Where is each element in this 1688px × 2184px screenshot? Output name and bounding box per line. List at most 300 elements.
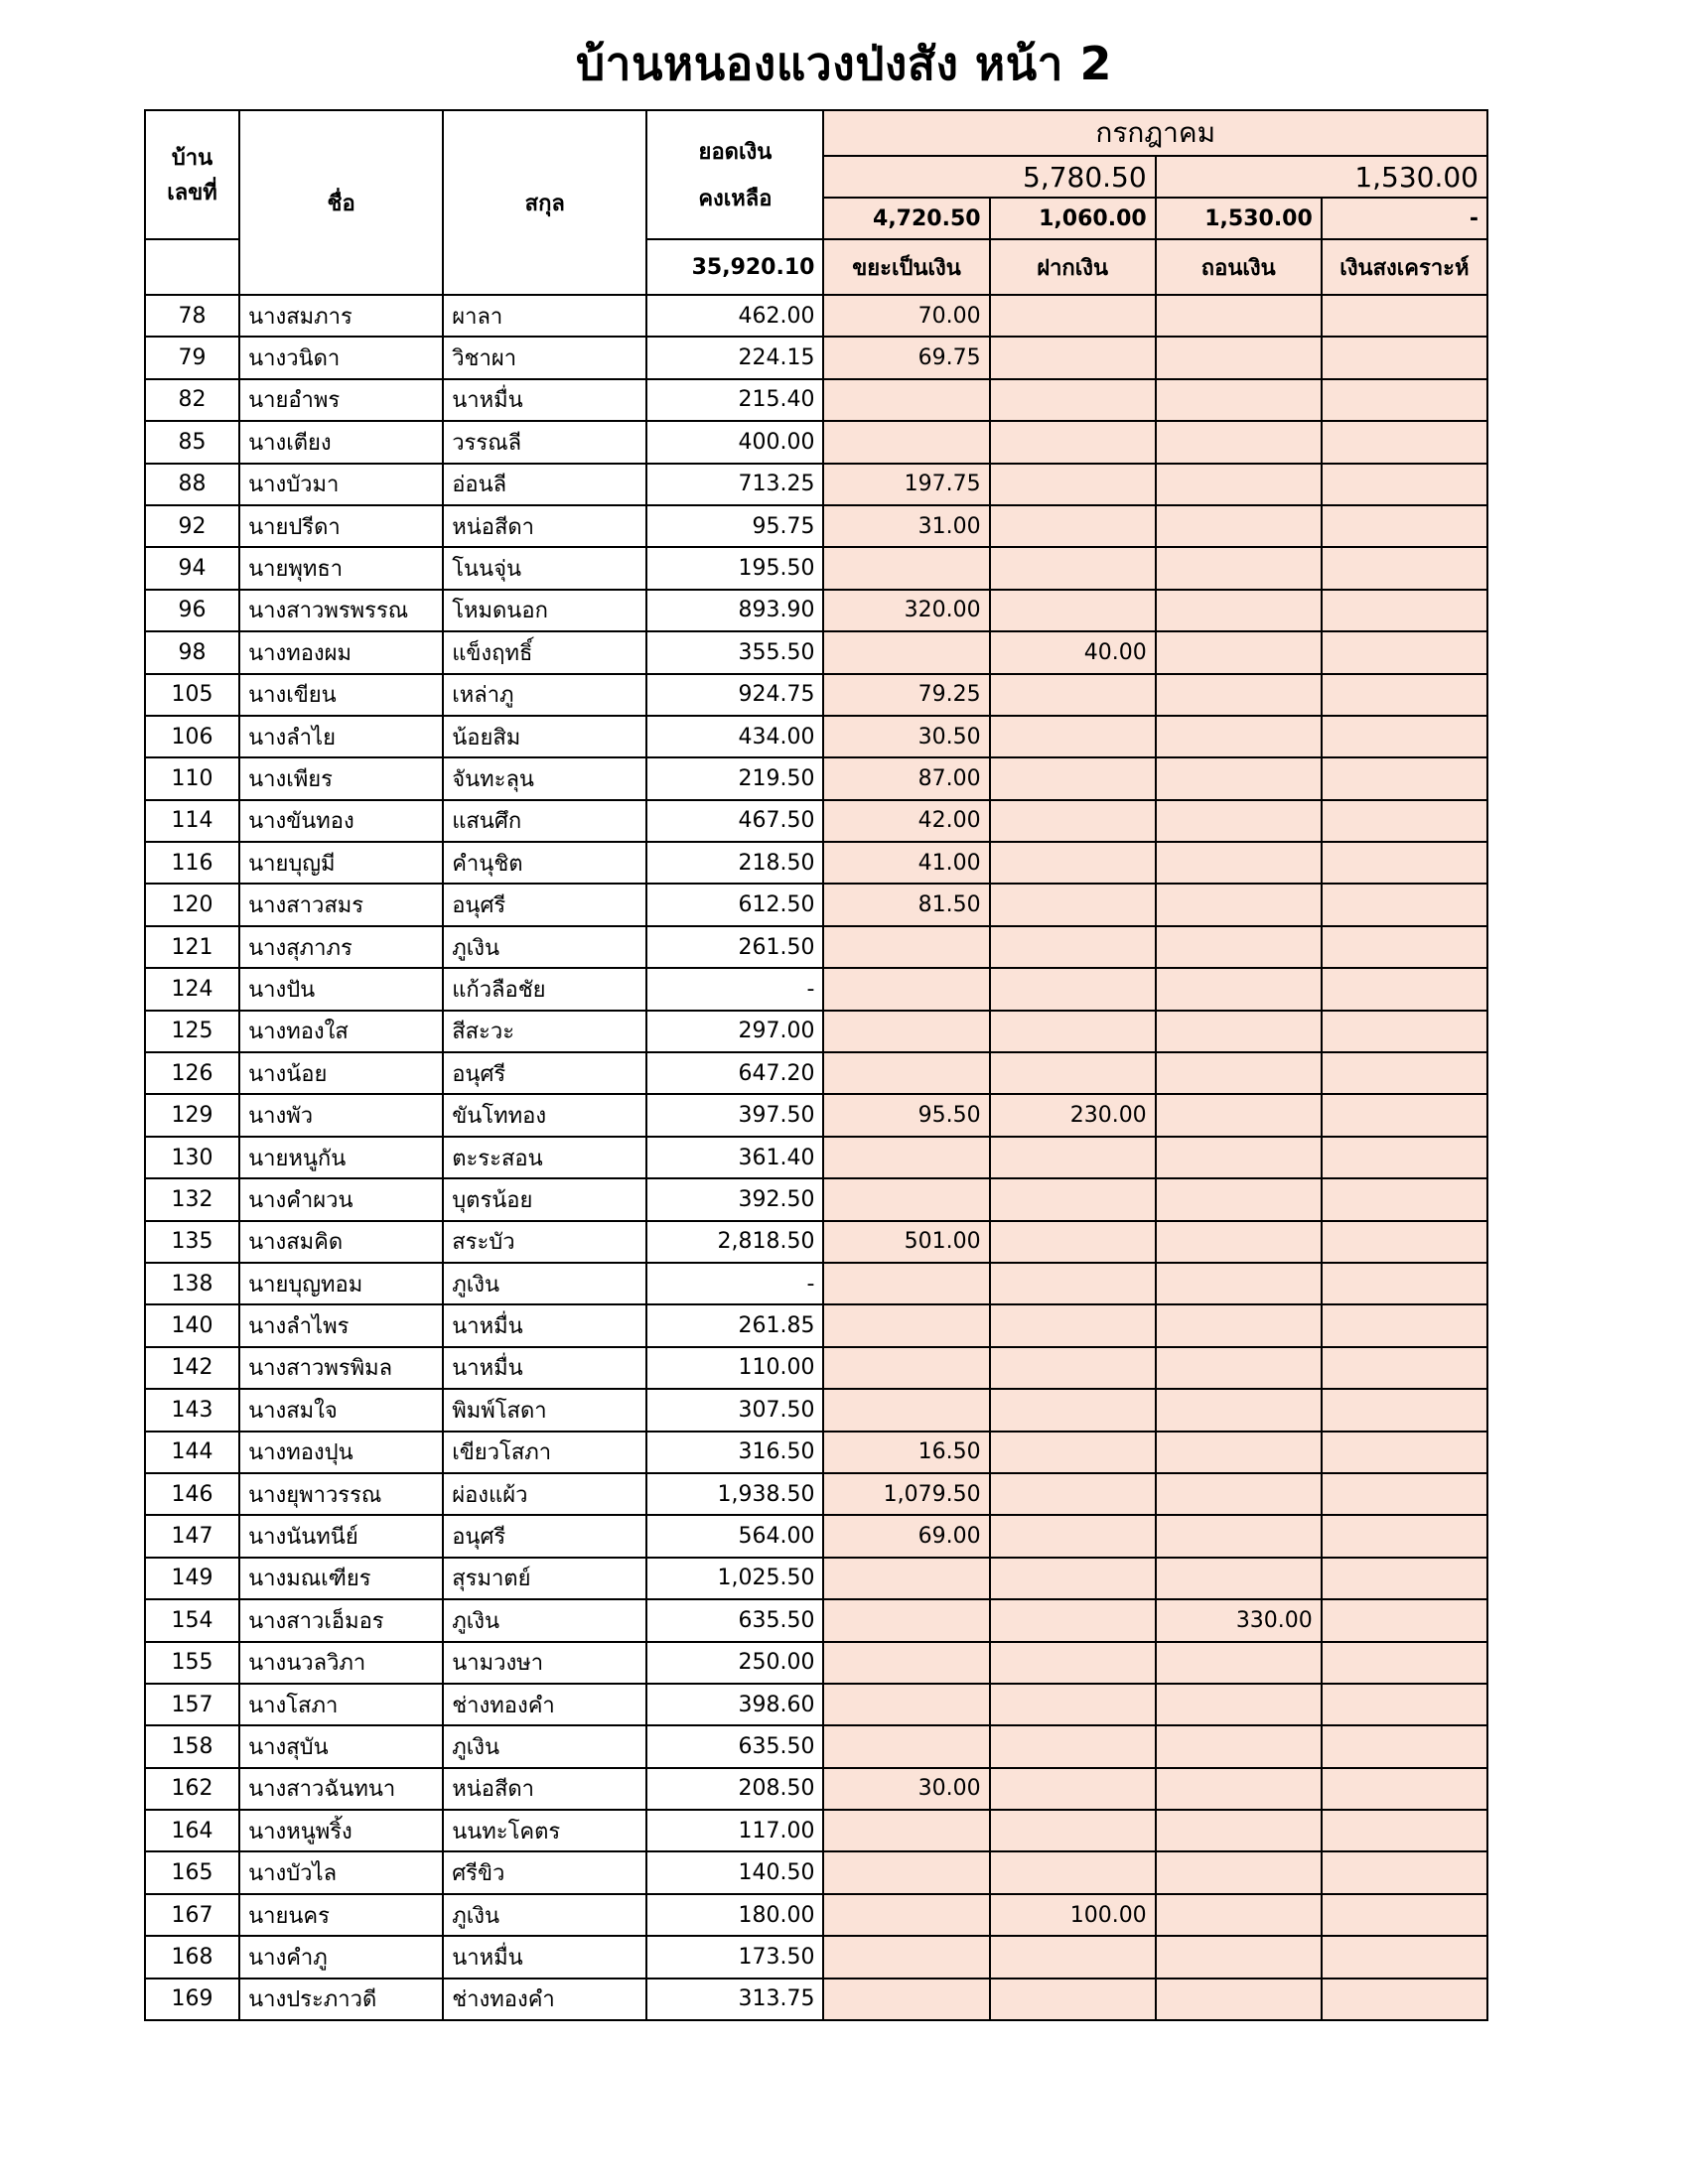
cell-withdraw [1156, 1178, 1322, 1220]
cell-withdraw [1156, 295, 1322, 337]
cell-first-name: นางเขียน [239, 674, 443, 716]
cell-deposit [990, 590, 1156, 631]
table-row [145, 1810, 1487, 1851]
cell-balance: 612.50 [646, 884, 823, 925]
table-row [145, 842, 1487, 884]
cell-deposit [990, 1304, 1156, 1346]
cell-waste [823, 1052, 989, 1094]
cell-balance: 218.50 [646, 842, 823, 884]
cell-welfare [1322, 1979, 1487, 2020]
cell-welfare [1322, 1304, 1487, 1346]
cell-last-name: หน่อสีดา [443, 505, 646, 547]
table-row [145, 1642, 1487, 1684]
header-col-deposit: ฝากเงิน [990, 239, 1156, 295]
cell-balance: 195.50 [646, 547, 823, 589]
cell-withdraw [1156, 464, 1322, 505]
cell-last-name: พิมพ์โสดา [443, 1389, 646, 1431]
cell-first-name: นางสาวสมร [239, 884, 443, 925]
cell-first-name: นางขันทอง [239, 800, 443, 842]
header-sum-left: 5,780.50 [823, 156, 1155, 198]
page-title: บ้านหนองแวงป่งสัง หน้า 2 [575, 37, 1113, 90]
cell-waste: 30.50 [823, 716, 989, 757]
cell-deposit [990, 1011, 1156, 1052]
table-row [145, 1178, 1487, 1220]
cell-waste: 42.00 [823, 800, 989, 842]
header-subtotal-waste: 4,720.50 [823, 198, 989, 239]
cell-balance: 250.00 [646, 1642, 823, 1684]
cell-deposit: 230.00 [990, 1094, 1156, 1136]
cell-welfare [1322, 757, 1487, 799]
cell-welfare [1322, 295, 1487, 337]
cell-deposit [990, 800, 1156, 842]
cell-deposit [990, 1768, 1156, 1810]
cell-waste [823, 1684, 989, 1725]
cell-first-name: นางสาวพรพรรณ [239, 590, 443, 631]
cell-balance: 1,938.50 [646, 1473, 823, 1515]
table-row [145, 1432, 1487, 1473]
cell-house-no: 105 [145, 674, 239, 716]
table-row [145, 1263, 1487, 1304]
cell-house-no: 79 [145, 337, 239, 378]
cell-balance: 462.00 [646, 295, 823, 337]
table-row [145, 631, 1487, 673]
cell-house-no: 110 [145, 757, 239, 799]
table-row [145, 379, 1487, 421]
cell-house-no: 130 [145, 1137, 239, 1178]
cell-waste [823, 379, 989, 421]
cell-waste: 501.00 [823, 1221, 989, 1263]
cell-balance: 307.50 [646, 1389, 823, 1431]
cell-house-no: 96 [145, 590, 239, 631]
table-row [145, 337, 1487, 378]
cell-deposit [990, 1599, 1156, 1641]
cell-first-name: นางลำไย [239, 716, 443, 757]
cell-first-name: นายพุทธา [239, 547, 443, 589]
cell-withdraw: 330.00 [1156, 1599, 1322, 1641]
cell-last-name: สีสะวะ [443, 1011, 646, 1052]
cell-deposit [990, 1221, 1156, 1263]
cell-deposit [990, 884, 1156, 925]
cell-balance: 140.50 [646, 1851, 823, 1893]
cell-balance: 893.90 [646, 590, 823, 631]
cell-welfare [1322, 1473, 1487, 1515]
cell-withdraw [1156, 1515, 1322, 1557]
cell-withdraw [1156, 1851, 1322, 1893]
cell-house-no: 168 [145, 1936, 239, 1978]
cell-deposit [990, 716, 1156, 757]
cell-deposit: 40.00 [990, 631, 1156, 673]
cell-first-name: นางสุบัน [239, 1725, 443, 1767]
cell-first-name: นายอำพร [239, 379, 443, 421]
header-col-waste: ขยะเป็นเงิน [823, 239, 989, 295]
header-subtotal-welfare: - [1322, 198, 1487, 239]
header-house-no-line2: เลขที่ [167, 181, 217, 205]
table-row [145, 464, 1487, 505]
cell-withdraw [1156, 968, 1322, 1010]
cell-last-name: เหล่าภู [443, 674, 646, 716]
cell-house-no: 138 [145, 1263, 239, 1304]
cell-welfare [1322, 1936, 1487, 1978]
cell-house-no: 121 [145, 926, 239, 968]
cell-last-name: วรรณลี [443, 421, 646, 463]
cell-deposit [990, 1347, 1156, 1389]
cell-first-name: นางสาวพรพิมล [239, 1347, 443, 1389]
table-row [145, 1979, 1487, 2020]
cell-first-name: นางหนูพริ้ง [239, 1810, 443, 1851]
cell-withdraw [1156, 1432, 1322, 1473]
cell-withdraw [1156, 1389, 1322, 1431]
cell-first-name: นางสาวเอ็มอร [239, 1599, 443, 1641]
cell-house-no: 167 [145, 1894, 239, 1936]
cell-welfare [1322, 842, 1487, 884]
cell-welfare [1322, 1389, 1487, 1431]
table-row [145, 757, 1487, 799]
cell-first-name: นางนันทนีย์ [239, 1515, 443, 1557]
cell-waste [823, 1263, 989, 1304]
cell-welfare [1322, 1347, 1487, 1389]
table-row [145, 1221, 1487, 1263]
cell-first-name: นางยุพาวรรณ [239, 1473, 443, 1515]
cell-withdraw [1156, 757, 1322, 799]
cell-welfare [1322, 1178, 1487, 1220]
cell-waste: 31.00 [823, 505, 989, 547]
cell-last-name: นามวงษา [443, 1642, 646, 1684]
cell-welfare [1322, 1725, 1487, 1767]
cell-withdraw [1156, 547, 1322, 589]
cell-welfare [1322, 674, 1487, 716]
cell-deposit [990, 1137, 1156, 1178]
table-row [145, 1473, 1487, 1515]
cell-withdraw [1156, 505, 1322, 547]
cell-waste [823, 1851, 989, 1893]
table-row [145, 1599, 1487, 1641]
table-row [145, 1515, 1487, 1557]
cell-house-no: 164 [145, 1810, 239, 1851]
table-row [145, 716, 1487, 757]
cell-last-name: นาหมื่น [443, 1936, 646, 1978]
cell-welfare [1322, 631, 1487, 673]
table-row [145, 421, 1487, 463]
cell-last-name: อนุศรี [443, 1515, 646, 1557]
cell-last-name: ตะระสอน [443, 1137, 646, 1178]
cell-welfare [1322, 1642, 1487, 1684]
cell-first-name: นางเพียร [239, 757, 443, 799]
cell-welfare [1322, 1810, 1487, 1851]
cell-first-name: นางสมคิด [239, 1221, 443, 1263]
cell-deposit [990, 757, 1156, 799]
cell-deposit [990, 1979, 1156, 2020]
header-house-no-blank [145, 239, 239, 295]
cell-house-no: 114 [145, 800, 239, 842]
cell-withdraw [1156, 421, 1322, 463]
cell-last-name: หน่อสีดา [443, 1768, 646, 1810]
cell-withdraw [1156, 1684, 1322, 1725]
cell-waste [823, 1137, 989, 1178]
cell-welfare [1322, 1515, 1487, 1557]
cell-waste: 30.00 [823, 1768, 989, 1810]
cell-deposit [990, 1684, 1156, 1725]
cell-balance: 647.20 [646, 1052, 823, 1094]
cell-house-no: 165 [145, 1851, 239, 1893]
cell-withdraw [1156, 1011, 1322, 1052]
cell-withdraw [1156, 1558, 1322, 1599]
cell-waste [823, 926, 989, 968]
cell-deposit [990, 926, 1156, 968]
cell-house-no: 169 [145, 1979, 239, 2020]
cell-last-name: โหมดนอก [443, 590, 646, 631]
cell-waste [823, 631, 989, 673]
cell-first-name: นางสุภาภร [239, 926, 443, 968]
cell-deposit [990, 1558, 1156, 1599]
cell-deposit [990, 1515, 1156, 1557]
cell-house-no: 78 [145, 295, 239, 337]
cell-waste [823, 968, 989, 1010]
cell-first-name: นางโสภา [239, 1684, 443, 1725]
cell-balance: 261.85 [646, 1304, 823, 1346]
cell-last-name: สุรมาตย์ [443, 1558, 646, 1599]
table-row [145, 1304, 1487, 1346]
cell-withdraw [1156, 1052, 1322, 1094]
cell-house-no: 147 [145, 1515, 239, 1557]
cell-last-name: นาหมื่น [443, 1304, 646, 1346]
cell-balance: 316.50 [646, 1432, 823, 1473]
cell-withdraw [1156, 842, 1322, 884]
header-balance-line1: ยอดเงิน [698, 140, 773, 165]
cell-last-name: นาหมื่น [443, 379, 646, 421]
cell-deposit [990, 1052, 1156, 1094]
cell-house-no: 82 [145, 379, 239, 421]
table-row [145, 674, 1487, 716]
cell-house-no: 116 [145, 842, 239, 884]
cell-waste [823, 1558, 989, 1599]
cell-welfare [1322, 1684, 1487, 1725]
header-house-no-line1: บ้าน [171, 146, 213, 171]
cell-waste [823, 1011, 989, 1052]
table-row [145, 1894, 1487, 1936]
cell-last-name: แก้วลือชัย [443, 968, 646, 1010]
cell-balance: 117.00 [646, 1810, 823, 1851]
table-row [145, 505, 1487, 547]
table-row [145, 926, 1487, 968]
cell-balance: 208.50 [646, 1768, 823, 1810]
cell-welfare [1322, 926, 1487, 968]
cell-last-name: นนทะโคตร [443, 1810, 646, 1851]
header-month: กรกฎาคม [823, 110, 1487, 156]
cell-last-name: ภูเงิน [443, 1725, 646, 1767]
cell-deposit [990, 547, 1156, 589]
cell-waste [823, 1725, 989, 1767]
header-sum-right: 1,530.00 [1156, 156, 1487, 198]
cell-balance: 1,025.50 [646, 1558, 823, 1599]
cell-waste [823, 1347, 989, 1389]
header-balance [646, 110, 823, 239]
cell-house-no: 129 [145, 1094, 239, 1136]
cell-deposit [990, 337, 1156, 378]
cell-first-name: นายหนูกัน [239, 1137, 443, 1178]
cell-deposit [990, 295, 1156, 337]
cell-balance: 2,818.50 [646, 1221, 823, 1263]
cell-first-name: นางคำภู [239, 1936, 443, 1978]
header-last-name: สกุล [443, 110, 646, 295]
cell-welfare [1322, 716, 1487, 757]
cell-welfare [1322, 421, 1487, 463]
header-col-welfare: เงินสงเคราะห์ [1322, 239, 1487, 295]
cell-withdraw [1156, 337, 1322, 378]
cell-welfare [1322, 1432, 1487, 1473]
cell-welfare [1322, 547, 1487, 589]
cell-balance: 713.25 [646, 464, 823, 505]
cell-waste [823, 1178, 989, 1220]
header-first-name: ชื่อ [239, 110, 443, 295]
cell-waste [823, 1810, 989, 1851]
cell-first-name: นางคำผวน [239, 1178, 443, 1220]
cell-balance: 924.75 [646, 674, 823, 716]
table-row [145, 1725, 1487, 1767]
cell-balance: 397.50 [646, 1094, 823, 1136]
cell-balance: 261.50 [646, 926, 823, 968]
cell-house-no: 124 [145, 968, 239, 1010]
cell-waste [823, 1979, 989, 2020]
cell-first-name: นางลำไพร [239, 1304, 443, 1346]
cell-last-name: สระบัว [443, 1221, 646, 1263]
cell-last-name: ช่างทองคำ [443, 1684, 646, 1725]
cell-balance: 635.50 [646, 1725, 823, 1767]
table-row [145, 1851, 1487, 1893]
cell-first-name: นางสมใจ [239, 1389, 443, 1431]
cell-last-name: ศรีขิว [443, 1851, 646, 1893]
cell-balance: 219.50 [646, 757, 823, 799]
cell-last-name: อ่อนลี [443, 464, 646, 505]
cell-waste: 87.00 [823, 757, 989, 799]
cell-welfare [1322, 1263, 1487, 1304]
cell-first-name: นางบัวไล [239, 1851, 443, 1893]
table-row [145, 295, 1487, 337]
cell-last-name: จันทะลุน [443, 757, 646, 799]
cell-house-no: 98 [145, 631, 239, 673]
cell-withdraw [1156, 716, 1322, 757]
cell-house-no: 125 [145, 1011, 239, 1052]
cell-waste [823, 547, 989, 589]
cell-house-no: 149 [145, 1558, 239, 1599]
cell-waste [823, 421, 989, 463]
table-header [145, 110, 1487, 295]
table-row [145, 1137, 1487, 1178]
cell-withdraw [1156, 631, 1322, 673]
cell-balance: 434.00 [646, 716, 823, 757]
table-row [145, 1684, 1487, 1725]
cell-waste: 16.50 [823, 1432, 989, 1473]
table-row [145, 884, 1487, 925]
table-row [145, 1094, 1487, 1136]
cell-first-name: นางปัน [239, 968, 443, 1010]
cell-waste [823, 1936, 989, 1978]
cell-last-name: น้อยสิม [443, 716, 646, 757]
cell-waste: 81.50 [823, 884, 989, 925]
cell-last-name: แข็งฤทธิ์ [443, 631, 646, 673]
cell-deposit [990, 674, 1156, 716]
cell-last-name: ภูเงิน [443, 1263, 646, 1304]
cell-last-name: นาหมื่น [443, 1347, 646, 1389]
cell-deposit [990, 505, 1156, 547]
cell-welfare [1322, 1094, 1487, 1136]
cell-waste [823, 1894, 989, 1936]
cell-balance: 110.00 [646, 1347, 823, 1389]
cell-welfare [1322, 1894, 1487, 1936]
cell-withdraw [1156, 800, 1322, 842]
cell-house-no: 132 [145, 1178, 239, 1220]
cell-withdraw [1156, 1137, 1322, 1178]
cell-balance: 361.40 [646, 1137, 823, 1178]
cell-first-name: นางสมภาร [239, 295, 443, 337]
cell-welfare [1322, 1052, 1487, 1094]
table-row [145, 590, 1487, 631]
cell-first-name: นางนวลวิภา [239, 1642, 443, 1684]
cell-waste: 1,079.50 [823, 1473, 989, 1515]
cell-withdraw [1156, 1894, 1322, 1936]
cell-first-name: นางวนิดา [239, 337, 443, 378]
cell-welfare [1322, 590, 1487, 631]
cell-last-name: เขียวโสภา [443, 1432, 646, 1473]
cell-balance: 398.60 [646, 1684, 823, 1725]
cell-balance: 392.50 [646, 1178, 823, 1220]
table-row [145, 800, 1487, 842]
cell-last-name: ขันโททอง [443, 1094, 646, 1136]
cell-welfare [1322, 884, 1487, 925]
table-row [145, 968, 1487, 1010]
cell-withdraw [1156, 884, 1322, 925]
cell-withdraw [1156, 1263, 1322, 1304]
cell-deposit [990, 1389, 1156, 1431]
table-body [145, 295, 1487, 2020]
cell-first-name: นายนคร [239, 1894, 443, 1936]
cell-waste: 69.00 [823, 1515, 989, 1557]
cell-balance: 95.75 [646, 505, 823, 547]
cell-last-name: อนุศรี [443, 884, 646, 925]
cell-last-name: อนุศรี [443, 1052, 646, 1094]
cell-withdraw [1156, 1768, 1322, 1810]
cell-withdraw [1156, 1347, 1322, 1389]
cell-first-name: นางประภาวดี [239, 1979, 443, 2020]
cell-welfare [1322, 464, 1487, 505]
cell-house-no: 144 [145, 1432, 239, 1473]
cell-welfare [1322, 1599, 1487, 1641]
cell-first-name: นายบุญมี [239, 842, 443, 884]
cell-last-name: คำนุชิต [443, 842, 646, 884]
cell-withdraw [1156, 1810, 1322, 1851]
cell-balance: 400.00 [646, 421, 823, 463]
cell-balance: 173.50 [646, 1936, 823, 1978]
cell-deposit [990, 968, 1156, 1010]
table-row [145, 1011, 1487, 1052]
cell-house-no: 85 [145, 421, 239, 463]
cell-withdraw [1156, 590, 1322, 631]
cell-deposit [990, 1851, 1156, 1893]
header-subtotal-withdraw: 1,530.00 [1156, 198, 1322, 239]
cell-welfare [1322, 1137, 1487, 1178]
cell-welfare [1322, 968, 1487, 1010]
cell-house-no: 143 [145, 1389, 239, 1431]
cell-withdraw [1156, 1094, 1322, 1136]
cell-withdraw [1156, 1936, 1322, 1978]
cell-waste: 70.00 [823, 295, 989, 337]
cell-deposit [990, 1810, 1156, 1851]
cell-waste: 41.00 [823, 842, 989, 884]
cell-deposit [990, 464, 1156, 505]
table-row [145, 1768, 1487, 1810]
cell-welfare [1322, 505, 1487, 547]
cell-last-name: ผาลา [443, 295, 646, 337]
cell-house-no: 94 [145, 547, 239, 589]
